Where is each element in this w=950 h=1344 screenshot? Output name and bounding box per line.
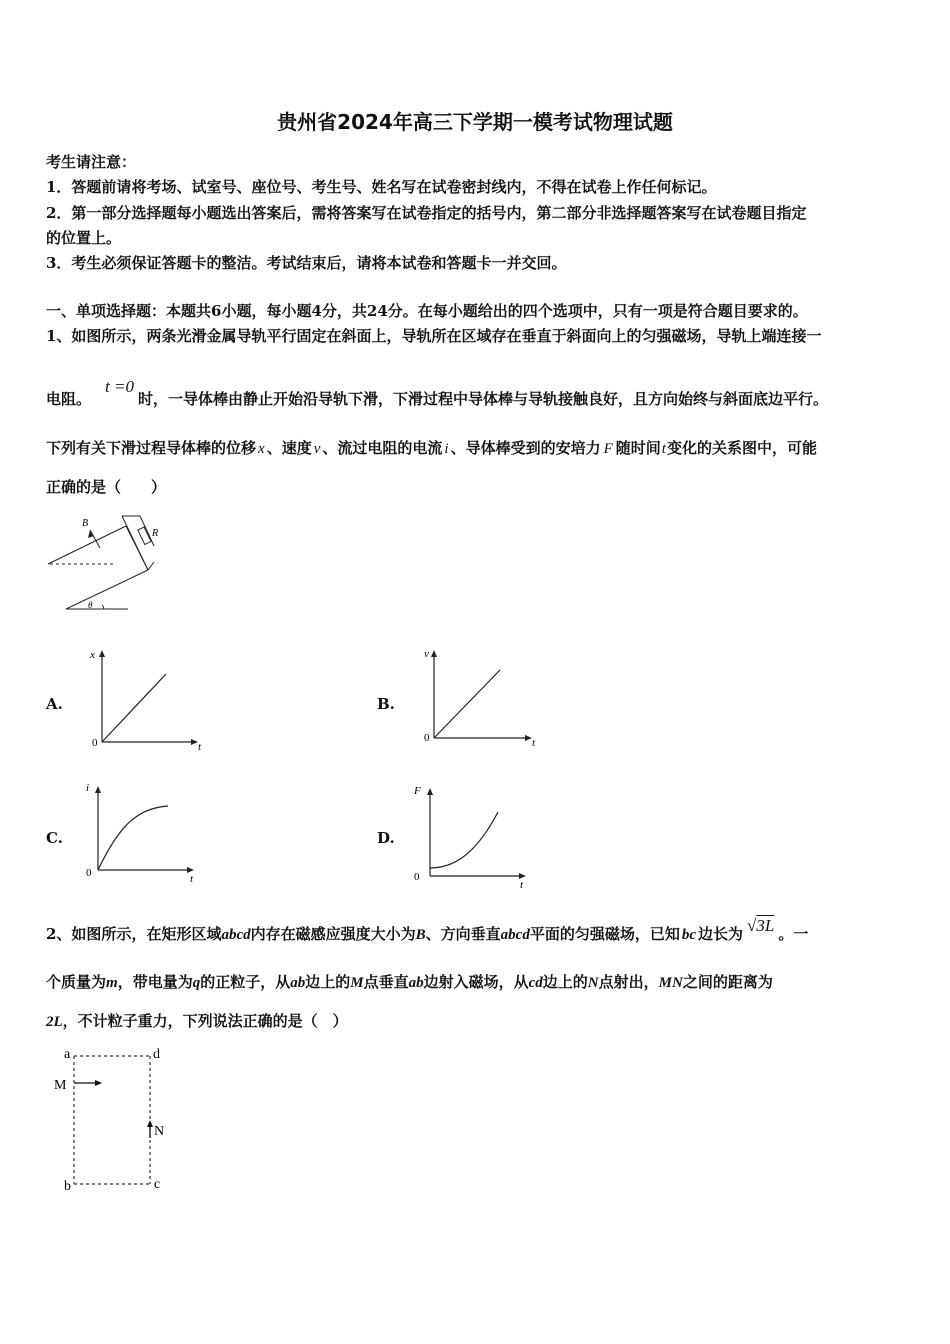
sqrt-expression: √3L <box>747 916 775 935</box>
q2-line1: 2、如图所示，在矩形区域abcd内存在磁感应强度大小为B、方向垂直abcd平面的匀强磁场，已知 bc 边长为 √3L 。一 <box>46 916 809 943</box>
label-M: M <box>54 1078 67 1093</box>
option-d-label[interactable]: D. <box>377 829 395 847</box>
option-a-graph <box>86 646 216 756</box>
curve-increasing <box>430 812 498 868</box>
q1-line2 <box>46 377 828 409</box>
label-c: c <box>154 1177 161 1192</box>
origin-label: 0 <box>92 737 98 749</box>
x-label: t <box>198 741 202 753</box>
q1-t0: t =0 <box>105 377 134 396</box>
q2-rectangle-figure <box>50 1040 180 1200</box>
incline-line <box>66 570 148 609</box>
curve-saturating <box>98 806 168 870</box>
y-label: v <box>424 648 429 660</box>
origin-label: 0 <box>414 871 420 883</box>
label-R: R <box>152 528 159 539</box>
x-label: t <box>520 879 524 891</box>
notice-item-2-cont: 的位置上。 <box>46 229 122 247</box>
section-heading: 一、单项选择题：本题共6小题，每小题4分，共24分。在每小题给出的四个选项中，只有一项是符合题目要求的。 <box>46 302 808 320</box>
option-b-label[interactable]: B. <box>377 695 395 713</box>
page-title: 贵州省2024年高三下学期一模考试物理试题 <box>277 110 673 134</box>
notice-item-3: 3．考生必须保证答题卡的整洁。考试结束后，请将本试卷和答题卡一并交回。 <box>46 254 567 272</box>
label-d: d <box>153 1047 160 1062</box>
y-label: i <box>86 782 90 794</box>
q1-line3: 下列有关下滑过程导体棒的位移 x 、速度 v 、流过电阻的电流 i 、导体棒受到的安培力 F 随时间t变化的关系图中，可能 <box>46 439 817 457</box>
option-a-label[interactable]: A. <box>46 695 63 713</box>
label-theta: θ <box>88 600 93 610</box>
option-b-graph <box>418 644 548 754</box>
notice-item-1: 1．答题前请将考场、试室号、座位号、考生号、姓名写在试卷密封线内，不得在试卷上作任何标记。 <box>46 178 717 196</box>
curve-linear <box>102 674 166 742</box>
q1-line1: 1、如图所示，两条光滑金属导轨平行固定在斜面上，导轨所在区域存在垂直于斜面向上的匀强磁场，导轨上端连接一 <box>46 327 822 345</box>
q1-incline-figure <box>44 510 184 620</box>
q1-line2a: 电阻。 <box>46 390 92 408</box>
notice-item-2: 2．第一部分选择题每小题选出答案后，需将答案写在试卷指定的括号内，第二部分非选择题答案写在试卷题目指定 <box>46 204 807 222</box>
option-d-graph <box>414 782 544 892</box>
q2-line3: 2L，不计粒子重力，下列说法正确的是（ ） <box>46 1012 348 1030</box>
x-label: t <box>532 737 536 749</box>
q1-line4: 正确的是（ ） <box>46 478 167 496</box>
curve-linear <box>434 670 500 738</box>
y-label: F <box>414 785 421 797</box>
origin-label: 0 <box>86 867 92 879</box>
label-N: N <box>154 1124 165 1139</box>
notice-heading: 考生请注意： <box>46 153 137 171</box>
label-a: a <box>64 1047 71 1062</box>
x-label: t <box>190 873 194 885</box>
y-label: x <box>90 649 95 661</box>
origin-label: 0 <box>424 732 430 744</box>
option-c-graph <box>82 780 212 890</box>
rail-upper <box>48 526 126 564</box>
q2-line2: 个质量为m，带电量为q的正粒子，从ab边上的M点垂直ab边射入磁场，从cd边上的N点射出，MN之间的距离为 <box>46 973 773 991</box>
label-B: B <box>82 518 89 529</box>
option-c-label[interactable]: C. <box>46 829 63 847</box>
label-b: b <box>64 1179 71 1194</box>
q1-line2b: 时，一导体棒由静止开始沿导轨下滑，下滑过程中导体棒与导轨接触良好，且方向始终与斜面底边平行。 <box>137 390 828 408</box>
